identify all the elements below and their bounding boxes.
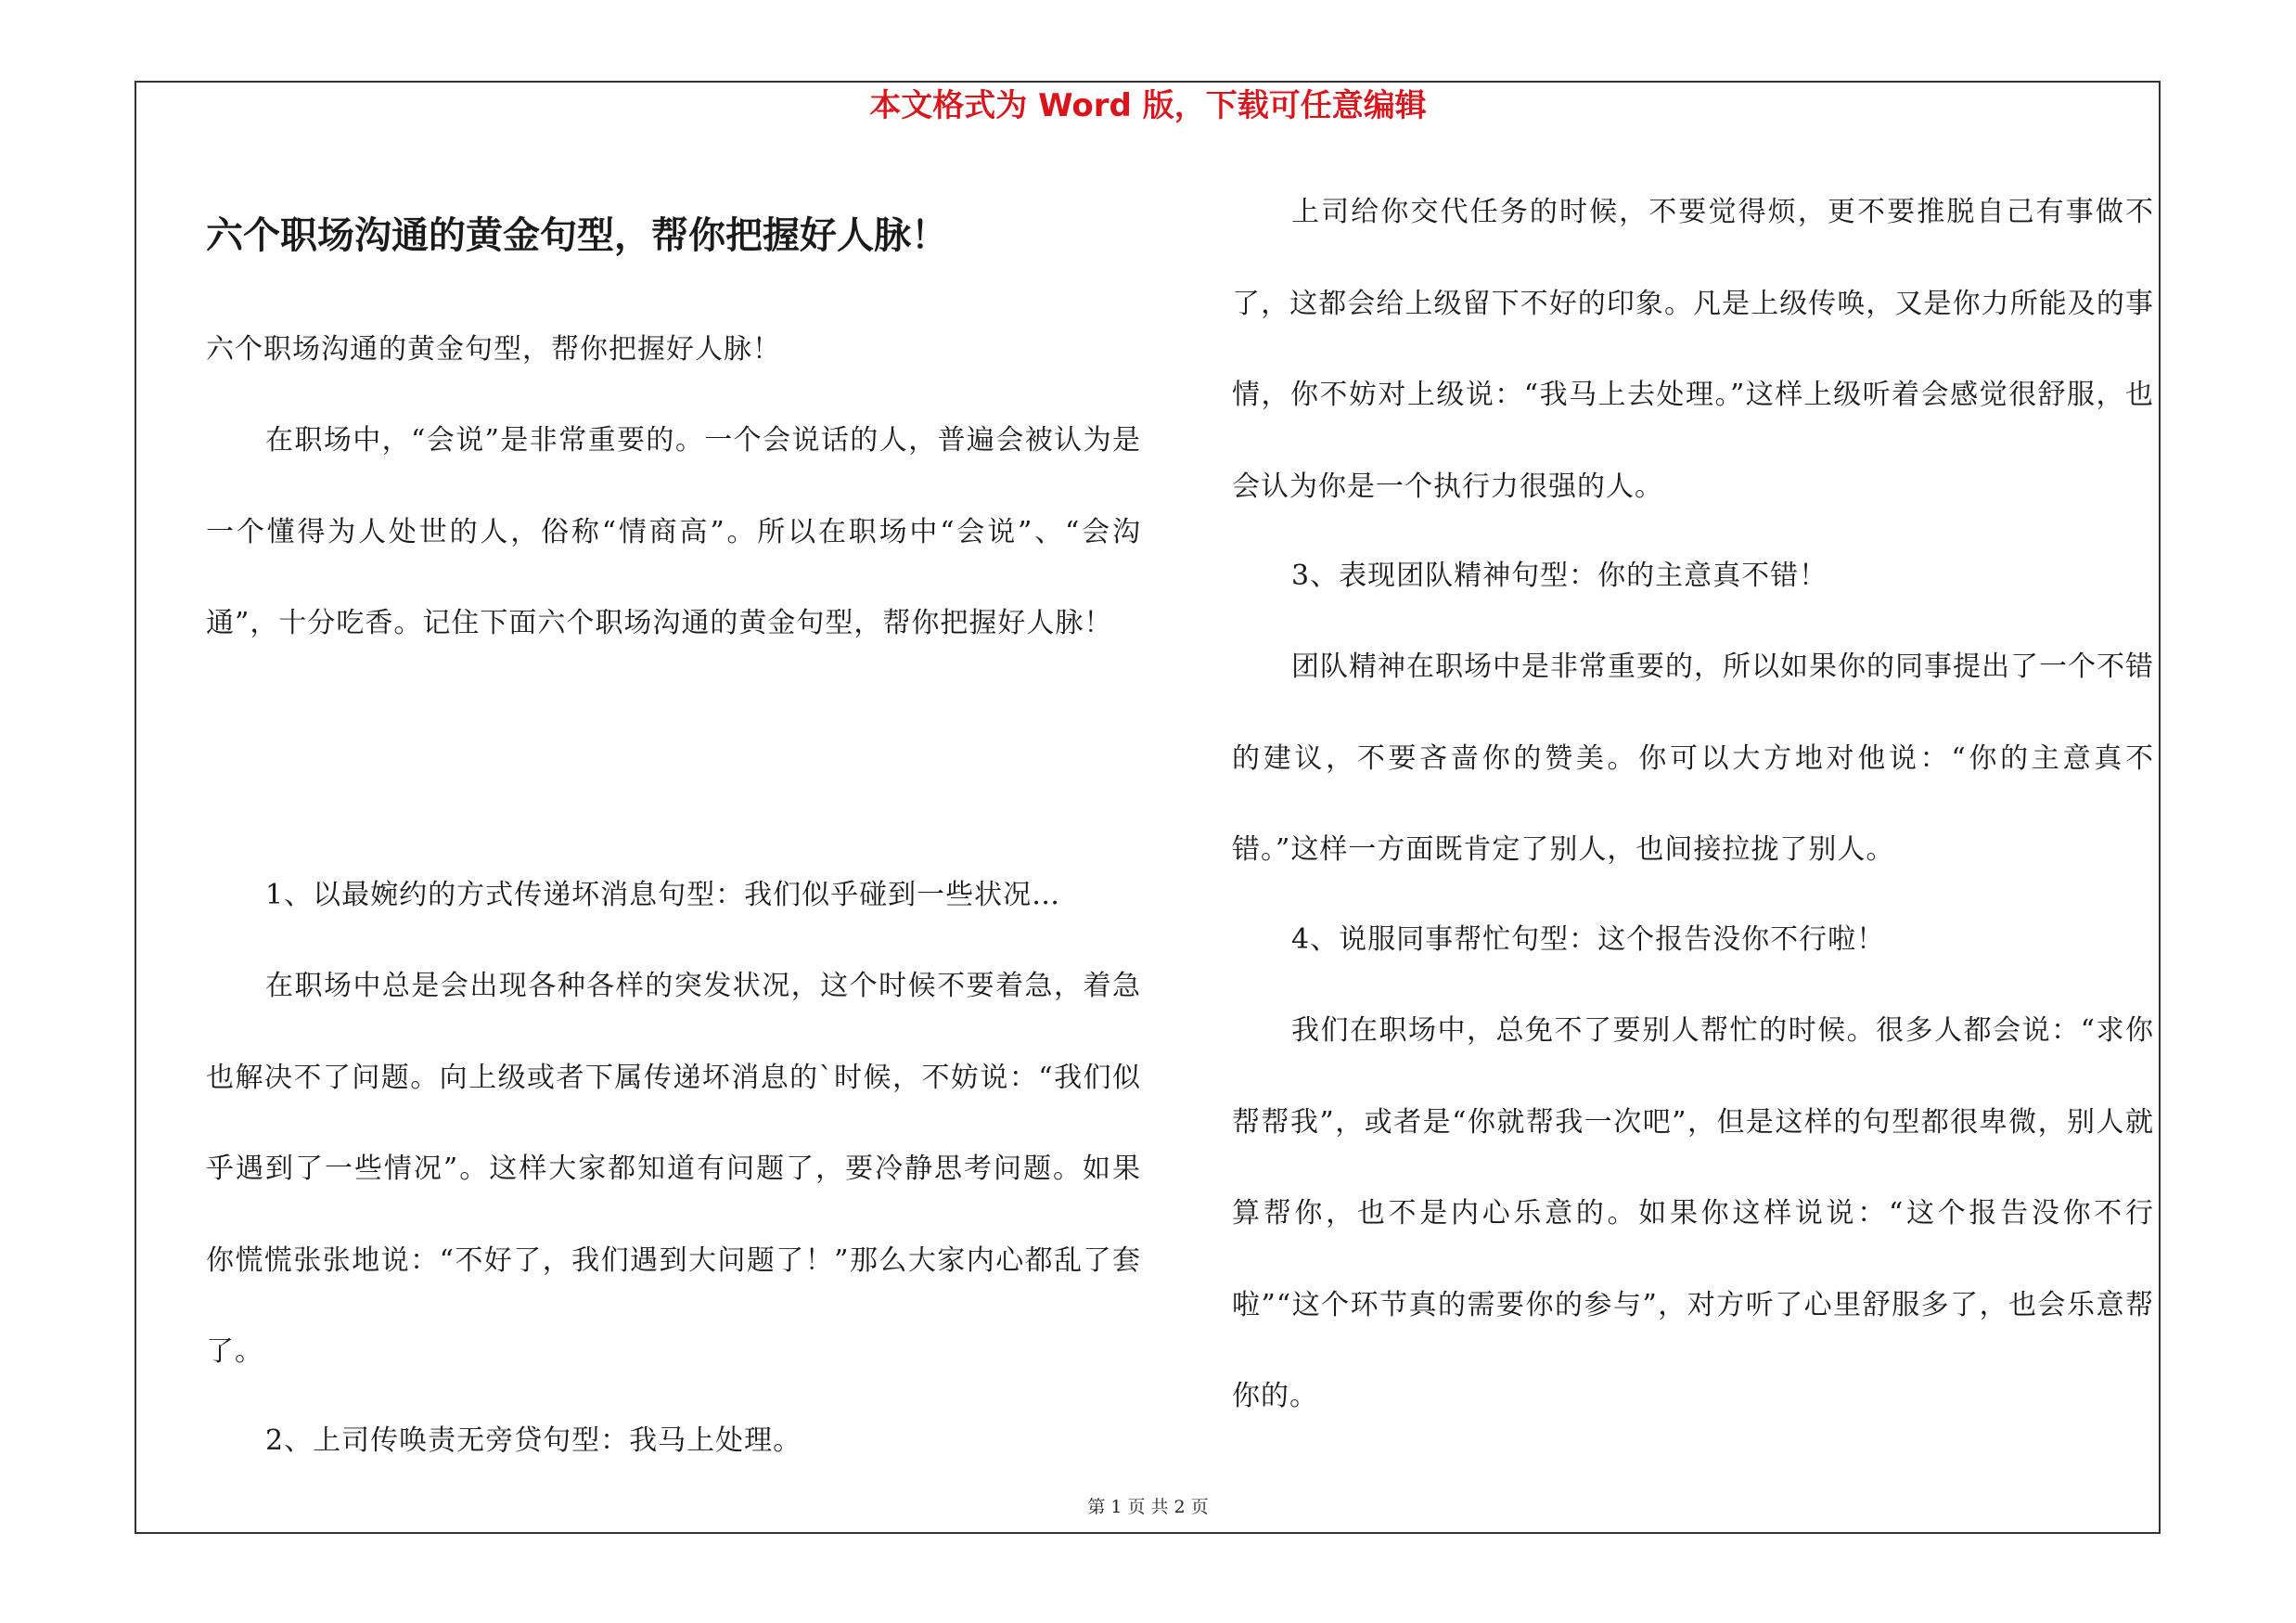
section-body-3: 团队精神在职场中是非常重要的，所以如果你的同事提出了一个不错的建议，不要吝啬你的赞美。你可以大方地对他说：“你的主意真不错。”这样一方面既肯定了别人，也间接拉拢了别人。 bbox=[1232, 650, 2154, 866]
section-body-1: 在职场中总是会出现各种各样的突发状况，这个时候不要着急，着急也解决不了问题。向上级或者下属传递坏消息的`时候，不妨说：“我们似乎遇到了一些情况”。这样大家都知道有问题了，要冷静思考问题。如果你慌慌张张地说：“不好了，我们遇到大问题了！”那么大家内心都乱了套了。 bbox=[206, 970, 1141, 1368]
intro-paragraph: 在职场中，“会说”是非常重要的。一个会说话的人，普遍会被认为是一个懂得为人处世的人，俗称“情商高”。所以在职场中“会说”、“会沟通”，十分吃香。记住下面六个职场沟通的黄金句型，帮你把握好人脉！ bbox=[206, 424, 1141, 639]
page-number-footer: 第 1 页 共 2 页 bbox=[1087, 1497, 1209, 1517]
section-heading-3: 3、表现团队精神句型：你的主意真不错！ bbox=[1291, 560, 1828, 592]
section-heading-2: 2、上司传唤责无旁贷句型：我马上处理。 bbox=[265, 1424, 802, 1457]
edit-notice-banner: 本文格式为 Word 版，下载可任意编辑 bbox=[869, 87, 1427, 124]
intro-line: 六个职场沟通的黄金句型，帮你把握好人脉！ bbox=[206, 333, 781, 366]
document-title: 六个职场沟通的黄金句型，帮你把握好人脉！ bbox=[206, 214, 948, 257]
section-heading-4: 4、说服同事帮忙句型：这个报告没你不行啦！ bbox=[1291, 923, 1886, 956]
section-heading-1: 1、以最婉约的方式传递坏消息句型：我们似乎碰到一些状况… bbox=[265, 879, 1061, 911]
section-body-2: 上司给你交代任务的时候，不要觉得烦，更不要推脱自己有事做不了，这都会给上级留下不好的印象。凡是上级传唤，又是你力所能及的事情，你不妨对上级说：“我马上去处理。”这样上级听着会感觉很舒服，也会认为你是一个执行力很强的人。 bbox=[1232, 196, 2154, 503]
section-body-4: 我们在职场中，总免不了要别人帮忙的时候。很多人都会说：“求你帮帮我”，或者是“你就帮我一次吧”，但是这样的句型都很卑微，别人就算帮你，也不是内心乐意的。如果你这样说说：“这个报告没你不行啦”“这个环节真的需要你的参与”，对方听了心里舒服多了，也会乐意帮你的。 bbox=[1232, 1014, 2154, 1412]
